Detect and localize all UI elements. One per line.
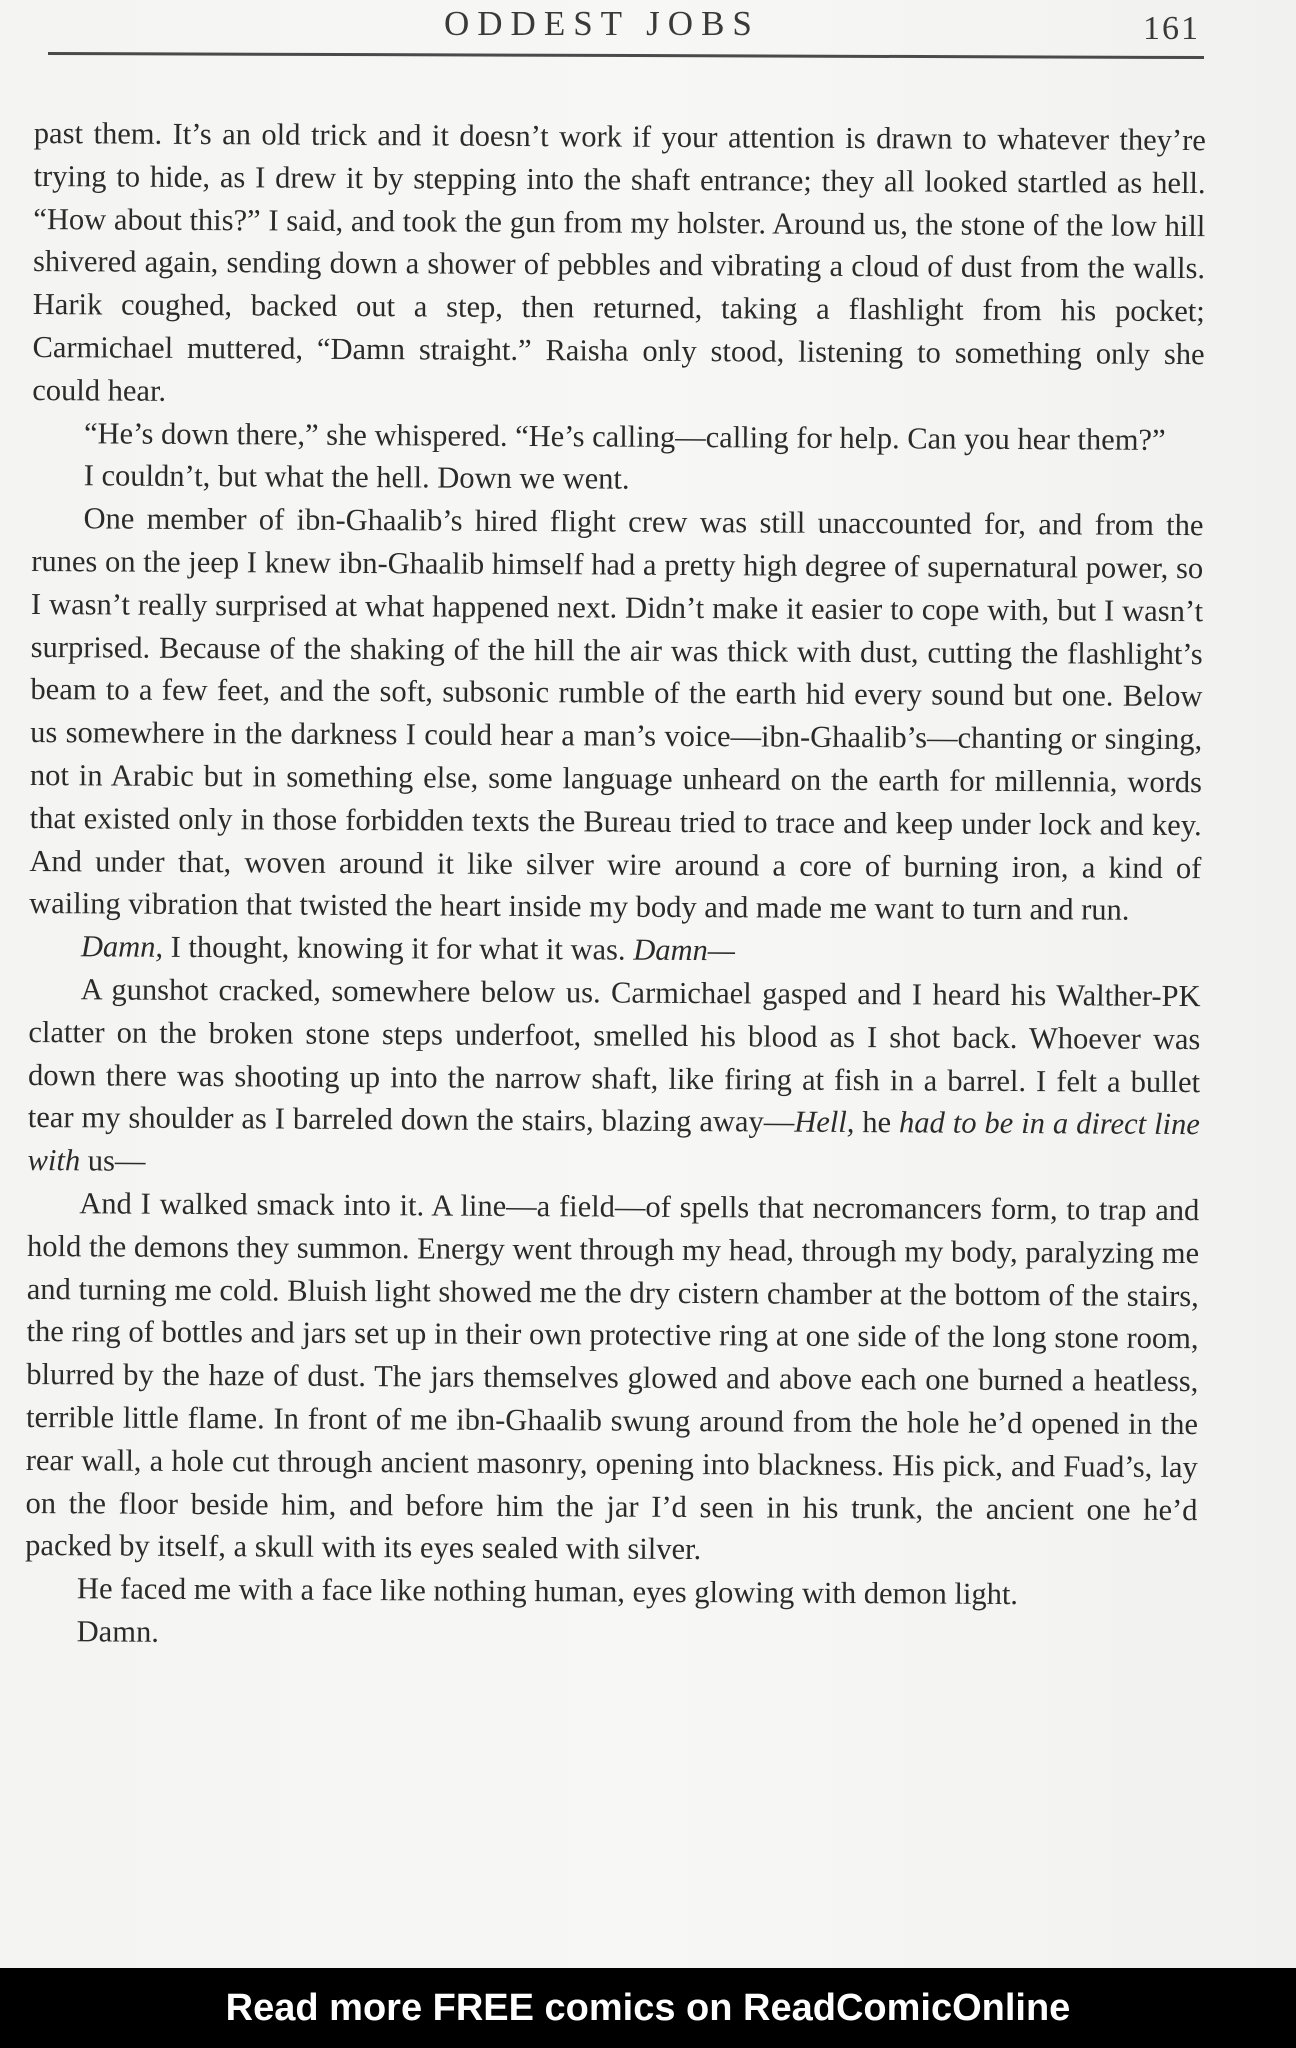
paragraph-text: A gunshot cracked, somewhere below us. Carmichael gasped and I heard his Walther-PK clatter on the broken stone steps underfoot, smelled his blood as I shot back. Whoever was down there was shooting up into the narrow shaft, like firing at fish in a barrel. I felt a bullet tear my shoulder as I barreled down the stairs, blazing away— (27, 972, 1201, 1139)
paragraph: “He’s down there,” she whispered. “He’s calling—calling for help. Can you hear them?” (83, 415, 1166, 457)
italic-text: had to be in a direct line with (27, 1105, 1200, 1178)
running-title: ODDEST JOBS (444, 4, 760, 43)
italic-text: Hell, (794, 1104, 855, 1140)
paragraph-text: us— (80, 1143, 146, 1178)
paragraph: past them. It’s an old trick and it doesn’t work if your attention is drawn to whatever they’re trying to hide, as I drew it by stepping into the shaft entrance; they all looked startled as hell. “How about this?” I said, and took the gun from my holster. Around us, the stone of the low hill shivered again, sending down a shower of pebbles and vibrating a cloud of dust from the walls. Harik coughed, backed out a step, then returned, taking a flashlight from his pocket; Carmichael muttered, “Damn straight.” Raisha only stood, listening to something only she could hear. (32, 115, 1206, 408)
paragraph (29, 925, 1201, 975)
paragraph (27, 968, 1200, 1189)
page-number: 161 (1143, 10, 1200, 47)
promo-banner[interactable] (0, 1968, 1296, 2048)
paragraph: One member of ibn-Ghaalib’s hired flight crew was still unaccounted for, and from the runes on the jeep I knew ibn-Ghaalib himself had a pretty high degree of supernatural power, so I wasn’t really surprised at what happened next. Didn’t make it easier to cope with, but I wasn’t surprised. Because of the shaking of the hill the air was thick with dust, cutting the flashlight’s beam to a few feet, and the soft, subsonic rumble of the earth hid every sound but one. Below us somewhere in the darkness I could hear a man’s voice—ibn-Ghaalib’s—chanting or singing, not in Arabic but in something else, some language unheard on the earth for millennia, words that existed only in those forbidden texts the Bureau tried to trace and keep under lock and key. And under that, woven around it like silver wire around a core of burning iron, a kind of wailing vibration that twisted the heart inside my body and made me want to turn and run. (29, 501, 1204, 928)
body-text (25, 112, 1206, 1660)
paragraph: He faced me with a face like nothing human, eyes glowing with demon light. (76, 1571, 1019, 1612)
page-header (48, 0, 1204, 54)
paragraph: Damn. (76, 1614, 159, 1649)
paragraph-text: he (854, 1105, 900, 1140)
paragraph-text: I thought, knowing it for what it was. (162, 929, 634, 967)
promo-banner-text[interactable]: Read more FREE comics on ReadComicOnline (225, 1987, 1071, 2029)
italic-text: Damn, (80, 929, 164, 964)
paragraph: And I walked smack into it. A line—a field—of spells that necromancers form, to trap and hold the demons they summon. Energy went through my head, through my body, paralyzing me and turning me cold. Bluish light showed me the dry cistern chamber at the bottom of the stairs, the ring of bottles and jars set up in their own protective ring at one side of the long stone room, blurred by the haze of dust. The jars themselves glowed and above each one burned a heatless, terrible little flame. In front of me ibn-Ghaalib swung around from the hole he’d opened in the rear wall, a hole cut through ancient masonry, opening into blackness. His pick, and Fuad’s, lay on the floor beside him, and before him the jar I’d seen in his trunk, the ancient one he’d packed by itself, a skull with its eyes sealed with silver. (25, 1186, 1200, 1567)
paragraph: I couldn’t, but what the hell. Down we went. (83, 458, 630, 497)
italic-text: Damn— (633, 932, 736, 968)
